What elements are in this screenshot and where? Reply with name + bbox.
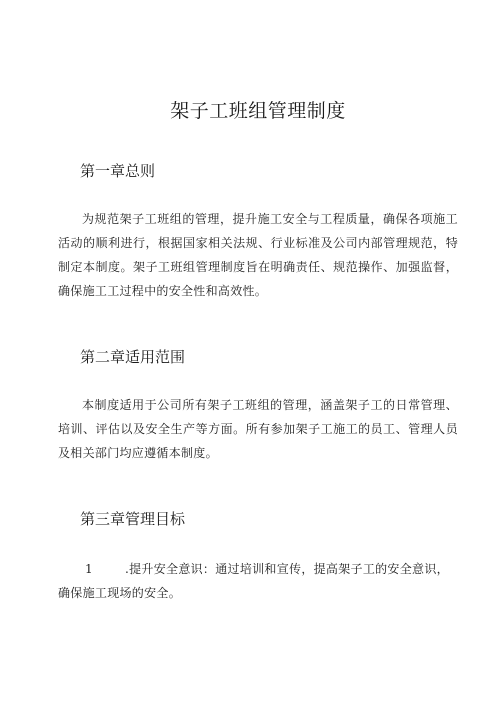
- paragraph-general: 为规范架子工班组的管理，提升施工安全与工程质量，确保各项施工活动的顺利进行，根据国家相关法规、行业标准及公司内部管理规范，特制定本制度。架子工班组管理制度旨在明确责任、规范操作、加强监督，确保施工工过程中的安全性和高效性。: [58, 212, 458, 298]
- list-item-number: 1: [85, 562, 93, 576]
- chapter-heading-goals: 第三章管理目标: [80, 510, 186, 528]
- document-title: 架子工班组管理制度: [170, 100, 346, 122]
- chapter-heading-general: 第一章总则: [80, 162, 156, 180]
- list-item-text: .提升安全意识：通过培训和宣传，提高架子工的安全意识，确保施工现场的安全。: [58, 562, 449, 600]
- list-item: [58, 557, 458, 605]
- chapter-heading-scope: 第二章适用范围: [80, 348, 186, 366]
- paragraph-scope: 本制度适用于公司所有架子工班组的管理，涵盖架子工的日常管理、培训、评估以及安全生产等方面。所有参加架子工施工的员工、管理人员及相关部门均应遵循本制度。: [58, 398, 458, 460]
